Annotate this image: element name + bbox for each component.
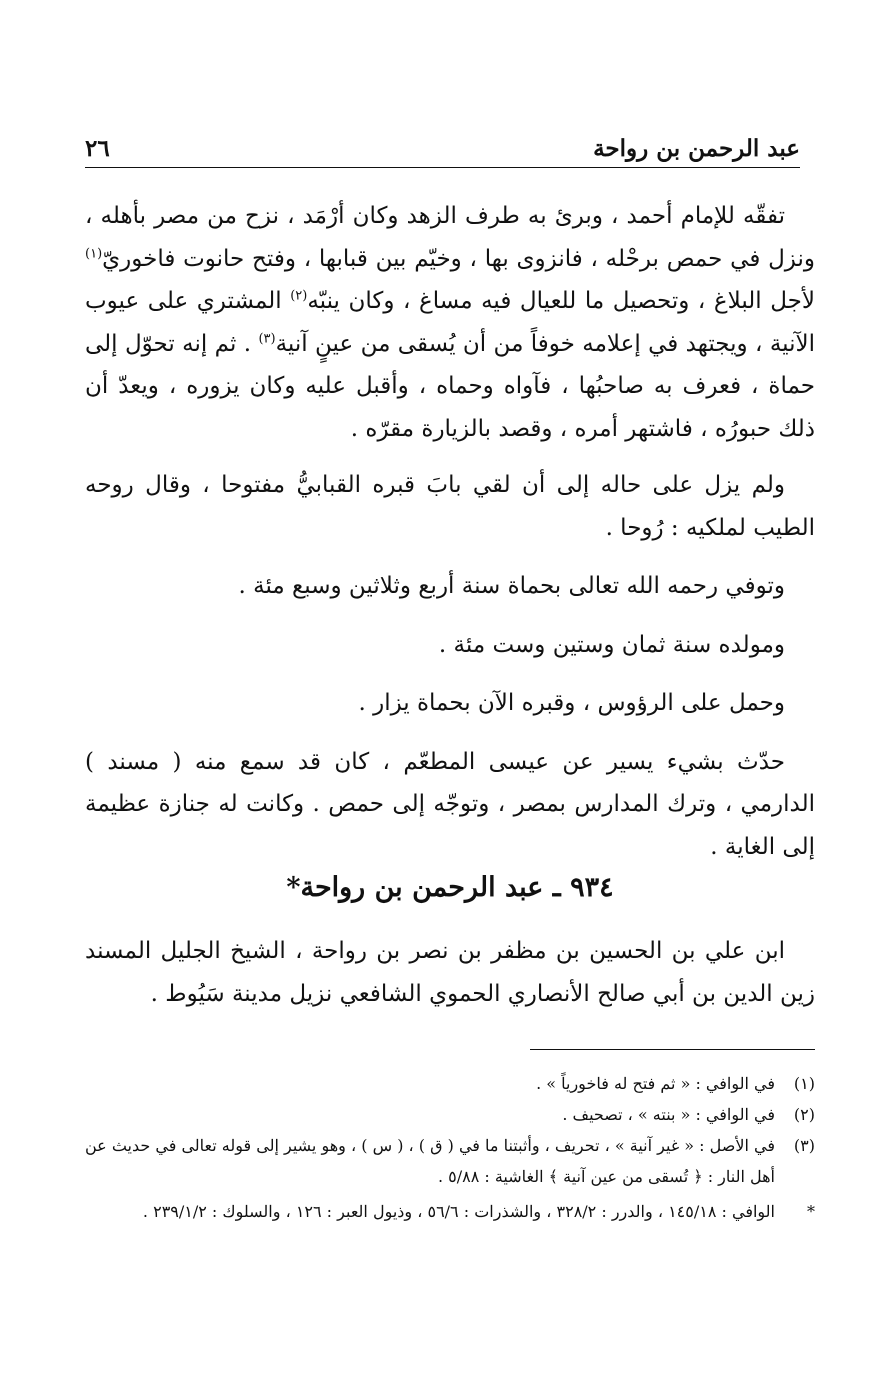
- running-title: عبد الرحمن بن رواحة: [593, 135, 800, 162]
- footnotes: [85, 1068, 815, 1227]
- footnote-text: في الأصل : « غير آنية » ، تحريف ، وأثبتنا ما في ( ق ) ، ( س ) ، وهو يشير إلى قوله تعالى في حديث عن أهل النار : ﴿ تُسقى من عين آنية ﴾ الغاشية : ٥/٨٨ .: [85, 1136, 775, 1186]
- footnote-mark: *: [807, 1202, 815, 1221]
- footnote-text: الوافي : ١٤٥/١٨ ، والدرر : ٣٢٨/٢ ، والشذرات : ٥٦/٦ ، وذيول العبر : ١٢٦ ، والسلوك : ٢٣٩/١/٢ .: [142, 1202, 775, 1221]
- footnote-2: [85, 1099, 815, 1130]
- page-number: ٢٦: [85, 135, 110, 162]
- paragraph-hadith: حدّث بشيء يسير عن عيسى المطعّم ، كان قد سمع منه ( مسند ) الدارمي ، وترك المدارس بمصر ، وتوجّه إلى حمص . وكانت له جنازة عظيمة إلى الغاية .: [85, 748, 815, 860]
- entry-body: [85, 930, 815, 1015]
- running-header: [85, 126, 800, 162]
- footnote-ref-2: (٢): [290, 288, 308, 304]
- header-rule: [85, 167, 800, 168]
- footnote-mark: (٣): [793, 1136, 815, 1155]
- paragraph-burial: وحمل على الرؤوس ، وقبره الآن بحماة يزار .: [358, 690, 785, 716]
- footnote-ref-3: (٣): [258, 330, 276, 346]
- footnote-1: [85, 1068, 815, 1099]
- footnote-mark: (٢): [793, 1105, 815, 1124]
- footnote-text: في الوافي : « ثم فتح له فاخورياً » .: [536, 1074, 775, 1093]
- footnote-sources: [85, 1196, 815, 1227]
- footnote-3: [85, 1130, 815, 1192]
- footnote-rule: [530, 1049, 815, 1050]
- paragraph-death: وتوفي رحمه الله تعالى بحماة سنة أربع وثلاثين وسبع مئة .: [238, 573, 785, 599]
- entry-paragraph: ابن علي بن الحسين بن مظفر بن نصر بن رواحة ، الشيخ الجليل المسند زين الدين بن أبي صالح الأنصاري الحموي الشافعي نزيل مدينة سَيُوط .: [85, 938, 815, 1007]
- footnote-ref-1: (١): [85, 245, 103, 261]
- entry-heading: ٩٣٤ ـ عبد الرحمن بن رواحة*: [286, 872, 614, 903]
- paragraph-birth: ومولده سنة ثمان وستين وست مئة .: [438, 631, 785, 658]
- paragraph-1: تفقّه للإمام أحمد ، وبرئ به طرف الزهد وكان أرْمَد ، نزح من مصر بأهله ، ونزل في حمص برحْله ، فانزوى بها ، وخيّم بين قبابها ، وفتح حانوت فاخوريّ$^{(١)}$ لأجل البلاغ ، وتحصيل ما للعيال فيه مساغ ، وكان ينبّه$^{(٢)}$ المشتري على عيوب الآنية ، ويجتهد في إعلامه خوفاً من أن يُسقى من عينٍ آنية$^{(٣)}$ . ثم إنه تحوّل إلى حماة ، فعرف به صاحبُها ، فآواه وحماه ، وأقبل عليه وكان يزوره ، ويعدّ أن ذلك حبورُه ، فاشتهر أمره ، وقصد بالزيارة مقرّه .: [85, 203, 815, 442]
- footnote-text: في الوافي : « بنته » ، تصحيف .: [562, 1105, 775, 1124]
- footnote-mark: (١): [793, 1074, 815, 1093]
- previous-entry-text: [85, 195, 815, 868]
- paragraph-2: ولم يزل على حاله إلى أن لقي بابَ قبره القبابيُّ مفتوحا ، وقال روحه الطيب لملكيه : رُوحا .: [85, 472, 815, 541]
